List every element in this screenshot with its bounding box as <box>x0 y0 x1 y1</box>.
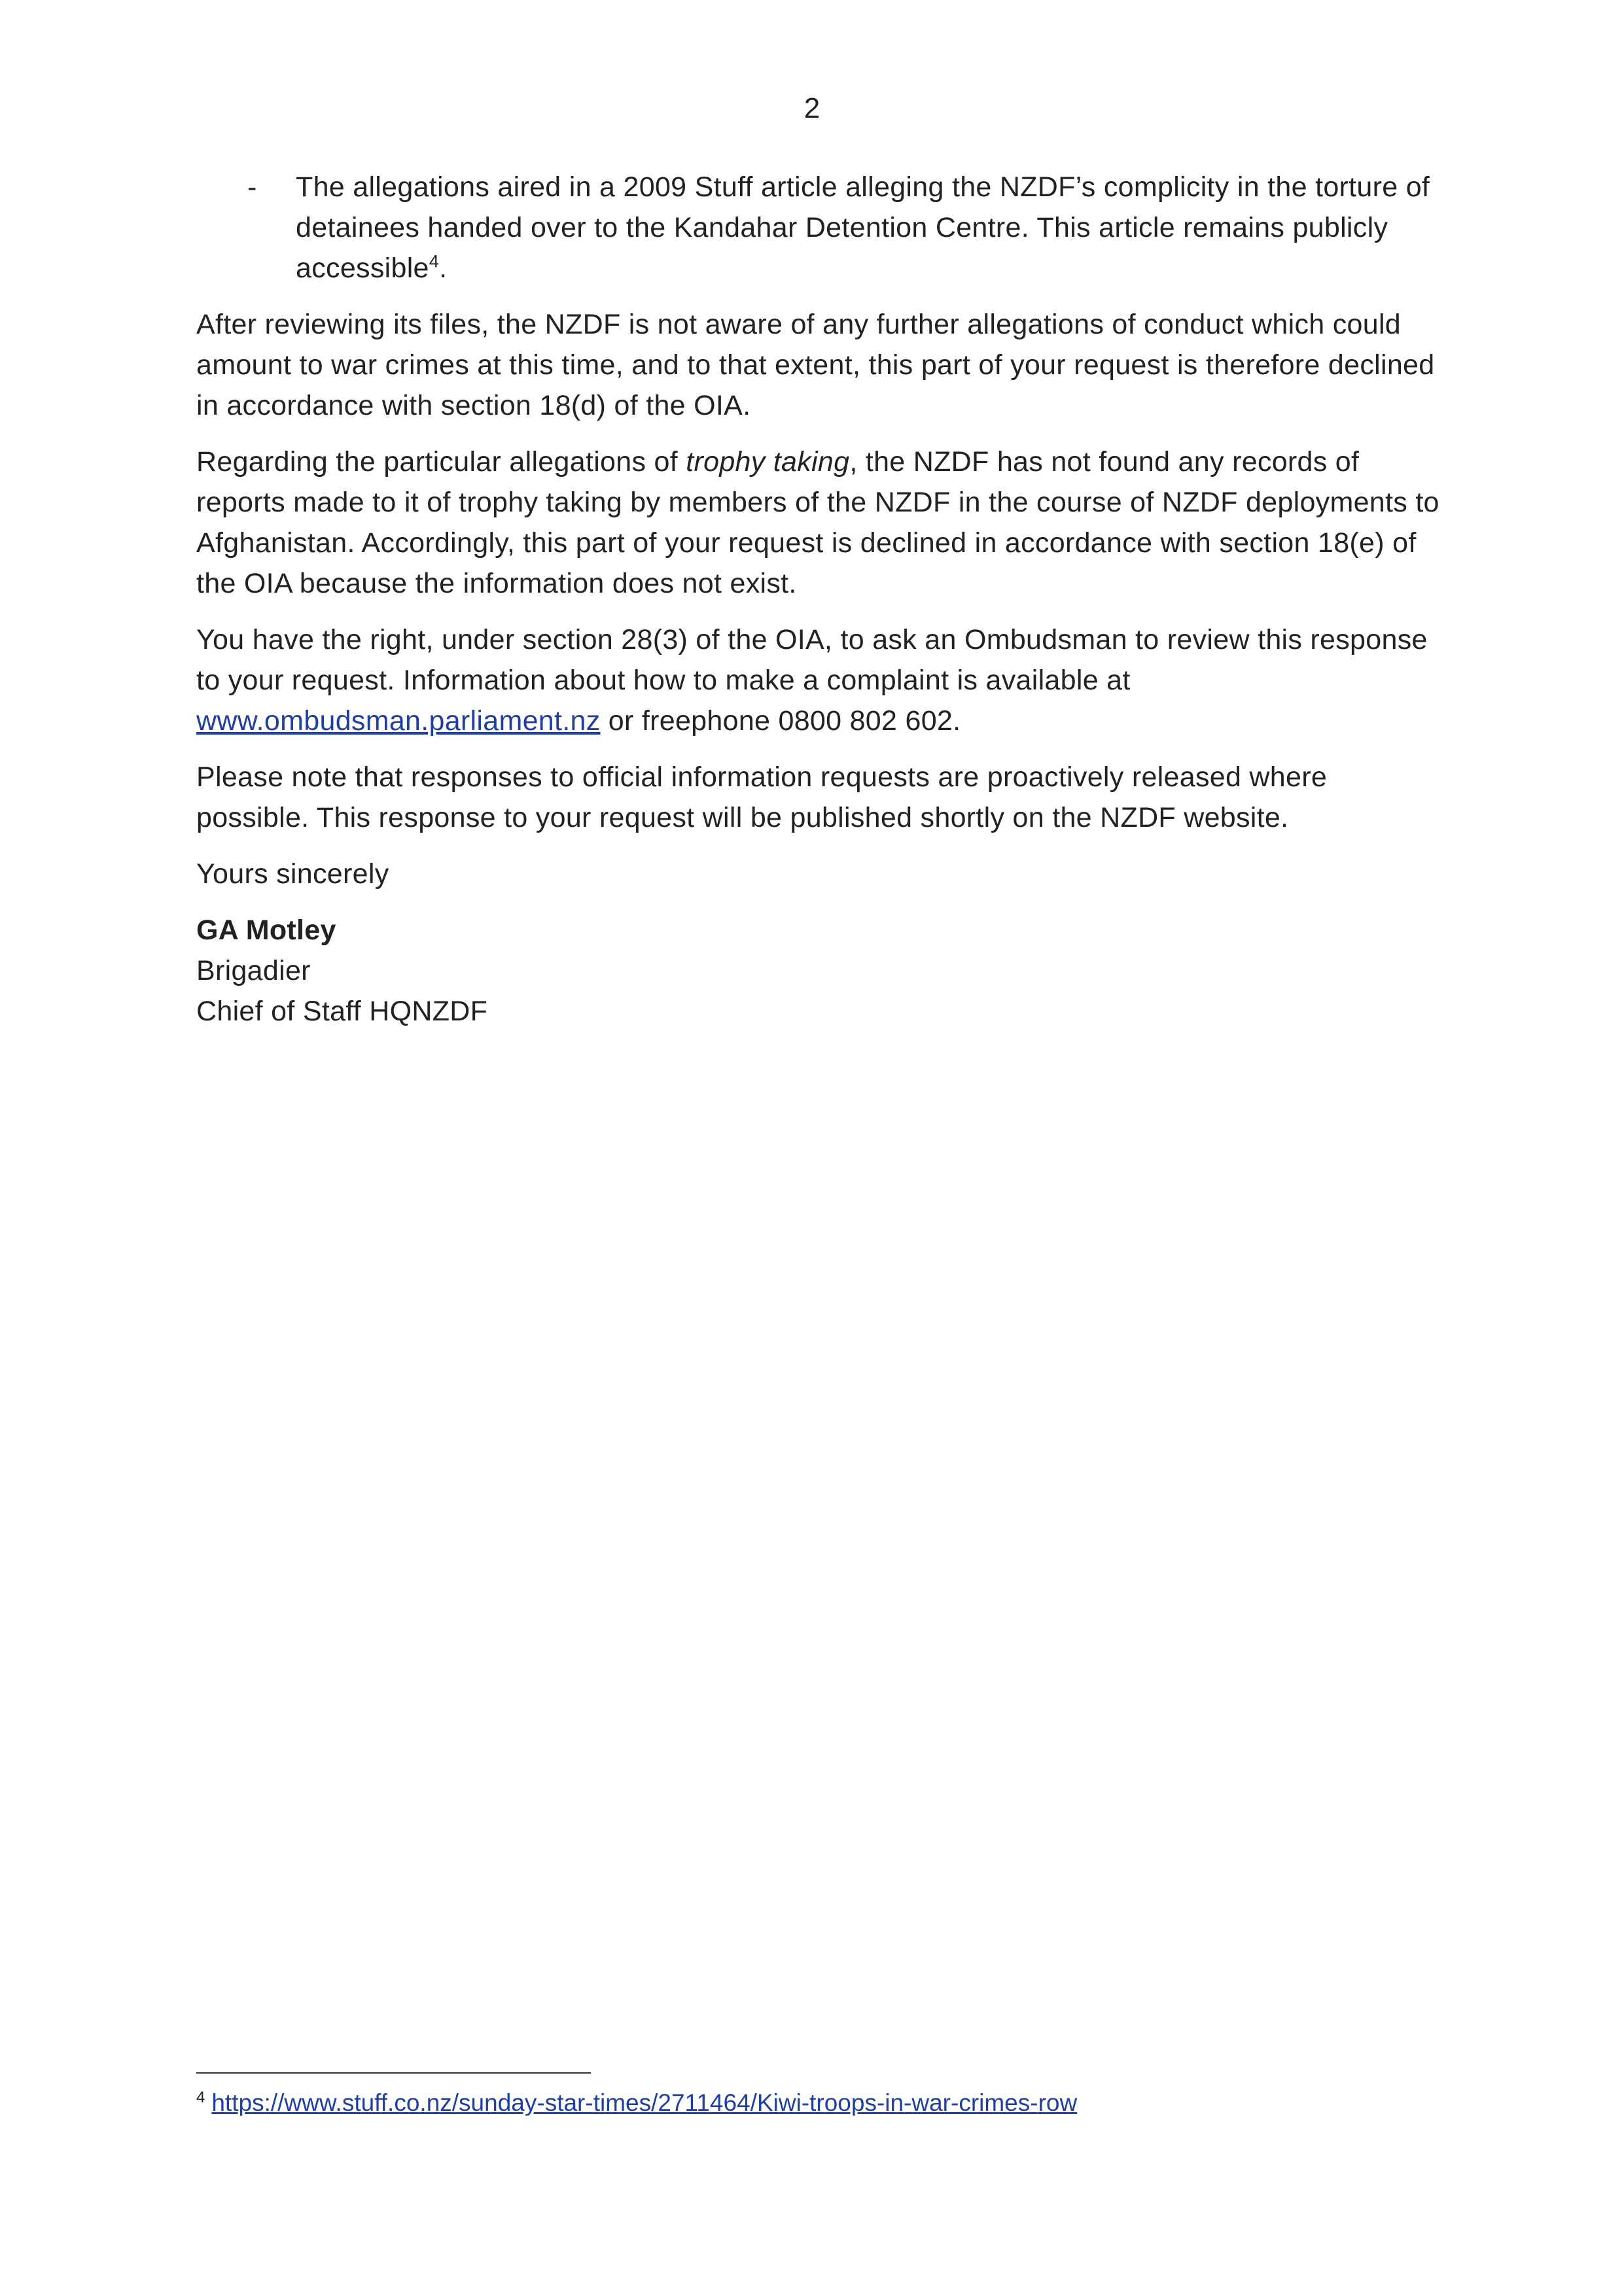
footnote-separator <box>196 2072 591 2074</box>
footnote <box>196 2088 1077 2118</box>
paragraph-proactive-release: Please note that responses to official information requests are proactively released where possible. This response to your request will be published shortly on the NZDF website. <box>196 761 1328 833</box>
bullet-end: . <box>439 252 448 284</box>
paragraph-trophy-after: , the NZDF has not found any records of reports made to it of trophy taking by members of the NZDF in the course of NZDF deployments to Afghanistan. Accordingly, this part of your request is declined in accordance with section 18(e) of the OIA because the information does not exist. <box>196 446 1439 599</box>
paragraph-trophy-taking <box>196 442 1439 604</box>
paragraph-ombudsman-before: You have the right, under section 28(3) of the OIA, to ask an Ombudsman to review this response to your request. Information about how to make a complaint is available at <box>196 624 1428 696</box>
bullet-text: The allegations aired in a 2009 Stuff article alleging the NZDF’s complicity in the torture of detainees handed over to the Kandahar Detention Centre. This article remains publicly accessible <box>296 171 1430 284</box>
page-number: 2 <box>803 92 821 124</box>
paragraph-ombudsman <box>196 619 1439 741</box>
letter-body <box>196 167 1439 1032</box>
footnote-reference[interactable]: 4 <box>429 251 440 271</box>
signatory-name: GA Motley <box>196 914 336 946</box>
paragraph-trophy-before: Regarding the particular allegations of <box>196 446 686 478</box>
bullet-dash: - <box>247 171 257 203</box>
paragraph-trophy-italic: trophy taking <box>686 446 850 478</box>
paragraph-ombudsman-after: or freephone 0800 802 602. <box>600 705 961 737</box>
footnote-number: 4 <box>196 2088 205 2106</box>
bullet-item <box>196 167 1439 288</box>
signatory-rank: Brigadier <box>196 955 311 986</box>
closing-salutation: Yours sincerely <box>196 858 389 890</box>
signatory-title: Chief of Staff HQNZDF <box>196 996 488 1027</box>
footnote-link[interactable]: https://www.stuff.co.nz/sunday-star-times/2711464/Kiwi-troops-in-war-crimes-row <box>211 2089 1078 2116</box>
signature-block <box>196 910 1439 1032</box>
ombudsman-link[interactable]: www.ombudsman.parliament.nz <box>196 705 601 737</box>
paragraph-files-review: After reviewing its files, the NZDF is not aware of any further allegations of conduct which could amount to war crimes at this time, and to that extent, this part of your request is therefore declined in accordance with section 18(d) of the OIA. <box>196 309 1435 421</box>
